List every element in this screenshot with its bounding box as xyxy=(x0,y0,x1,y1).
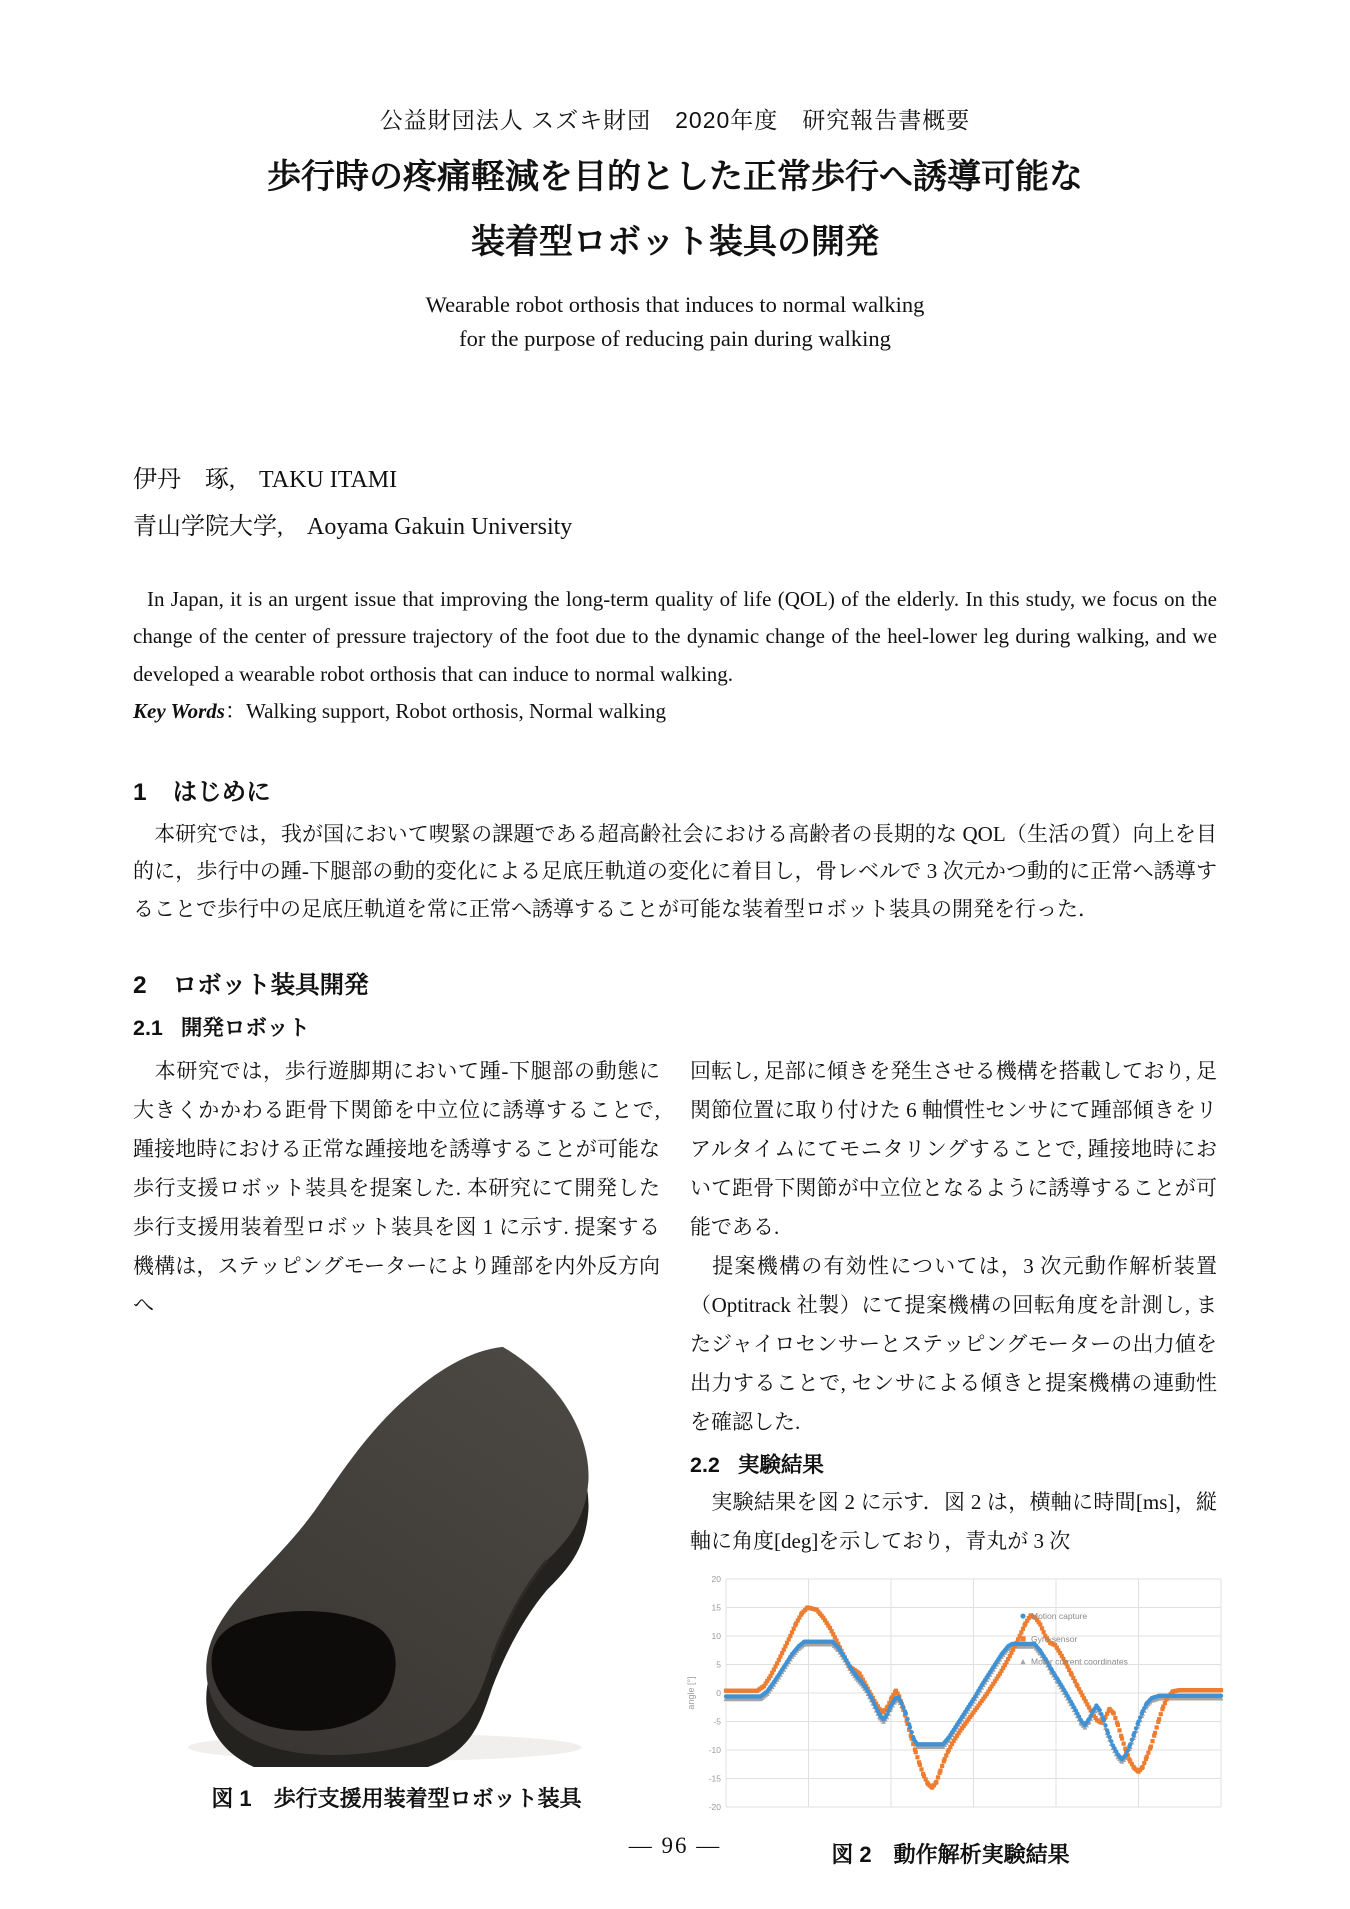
right-column-paragraph-3: 実験結果を図 2 に示す．図 2 は，横軸に時間[ms]，縦軸に角度[deg]を示しており，青丸が 3 次 xyxy=(690,1490,1217,1554)
section1-heading xyxy=(133,773,1217,808)
section2-2-title: 実験結果 xyxy=(737,1453,824,1478)
two-column-area xyxy=(133,1052,1217,1869)
motion-analysis-chart xyxy=(684,1571,1229,1823)
left-column-paragraph: 本研究では，歩行遊脚期において踵-下腿部の動態に大きくかかわる距骨下関節を中立位に誘導することで, 踵接地時における正常な踵接地を誘導することが可能な歩行支援ロボット装具を提案した. 本研究にて開発した歩行支援用装着型ロボット装具を図 1 に示す. 提案する機構は，ステッピングモーターにより踵部を内外反方向へ xyxy=(133,1059,660,1318)
paper-title-line1: 歩行時の疼痛軽減を目的とした正常歩行へ誘導可能な xyxy=(267,158,1083,196)
paper-title-english-line1: Wearable robot orthosis that induces to normal walking xyxy=(425,291,925,317)
paper-title-english xyxy=(133,288,1217,358)
paper-title-english-line2: for the purpose of reducing pain during walking xyxy=(459,326,891,352)
svg-text:20: 20 xyxy=(711,1574,721,1585)
orthosis-photo xyxy=(147,1339,647,1767)
svg-text:Motion capture: Motion capture xyxy=(1031,1611,1088,1622)
author-name: 伊丹 琢, TAKU ITAMI xyxy=(133,467,398,494)
svg-text:0: 0 xyxy=(716,1688,721,1699)
abstract xyxy=(133,581,1217,694)
keywords-text: Walking support, Robot orthosis, Normal walking xyxy=(245,699,667,724)
figure1-caption xyxy=(133,1782,660,1813)
svg-text:10: 10 xyxy=(711,1631,721,1642)
keywords-line xyxy=(133,693,1217,731)
figure2-number: 図 2 xyxy=(831,1842,872,1868)
svg-text:Gyro sensor: Gyro sensor xyxy=(1031,1634,1078,1645)
section2-heading xyxy=(133,966,1217,1001)
page-content xyxy=(133,0,1217,1869)
section1-number: 1 xyxy=(133,778,147,806)
keywords-separator: ： xyxy=(224,699,246,724)
figure1-number: 図 1 xyxy=(211,1786,252,1812)
section1-body: 本研究では，我が国において喫緊の課題である超高齢社会における高齢者の長期的な QOL（生活の質）向上を目的に，歩行中の踵-下腿部の動的変化による足底圧軌道の変化に着目し，骨レベルで 3 次元かつ動的に正常へ誘導することで歩行中の足底圧軌道を常に正常へ誘導することが可能な装着型ロボット装具の開発を行った． xyxy=(133,821,1217,921)
section2-1-heading xyxy=(133,1011,1217,1042)
paper-title xyxy=(133,145,1217,276)
svg-text:angle [°]: angle [°] xyxy=(686,1676,696,1710)
section1-title: はじめに xyxy=(172,778,271,806)
section2-title: ロボット装具開発 xyxy=(172,972,369,1000)
section2-number: 2 xyxy=(133,972,147,1000)
svg-text:-5: -5 xyxy=(713,1716,721,1727)
page-number: ― 96 ― xyxy=(628,1833,722,1858)
right-column-paragraph-1: 回転し, 足部に傾きを発生させる機構を搭載しており, 足関節位置に取り付けた 6 軸慣性センサにて踵部傾きをリアルタイムにてモニタリングすることで, 踵接地時において距骨下関節が中立位となるように誘導することが可能である. xyxy=(690,1059,1217,1240)
document-header: 公益財団法人 スズキ財団 2020年度 研究報告書概要 xyxy=(379,107,971,133)
abstract-text: In Japan, it is an urgent issue that improving the long-term quality of life (QOL) of the elderly. In this study, we focus on the change of the center of pressure trajectory of the foot due to the dynamic change of the heel-lower leg during walking, and we developed a wearable robot orthosis that can induce to normal walking. xyxy=(133,586,1217,686)
figure1 xyxy=(133,1339,660,1813)
figure2-caption-text: 動作解析実験結果 xyxy=(893,1842,1070,1868)
author-block xyxy=(133,457,1217,551)
keywords-label: Key Words xyxy=(133,699,225,724)
svg-text:Motor current coordinates: Motor current coordinates xyxy=(1031,1657,1128,1668)
left-column xyxy=(133,1052,660,1869)
figure1-caption-text: 歩行支援用装着型ロボット装具 xyxy=(273,1786,582,1812)
paper-title-line2: 装着型ロボット装具の開発 xyxy=(471,223,879,262)
section2-1-number: 2.1 xyxy=(133,1016,163,1041)
section2-2-number: 2.2 xyxy=(690,1453,720,1478)
svg-text:5: 5 xyxy=(716,1659,721,1670)
section2-1-title: 開発ロボット xyxy=(180,1016,310,1041)
section2-2-heading xyxy=(690,1448,1217,1479)
svg-text:-20: -20 xyxy=(708,1802,721,1813)
svg-text:15: 15 xyxy=(711,1602,721,1613)
right-column xyxy=(686,1052,1217,1869)
figure2 xyxy=(684,1571,1217,1869)
right-column-paragraph-2: 提案機構の有効性については，3 次元動作解析装置（Optitrack 社製）にて提案機構の回転角度を計測し, またジャイロセンサーとステッピングモーターの出力値を出力することで, センサによる傾きと提案機構の連動性を確認した. xyxy=(690,1254,1217,1435)
svg-text:-10: -10 xyxy=(708,1745,721,1756)
svg-text:-15: -15 xyxy=(708,1773,721,1784)
author-affiliation: 青山学院大学, Aoyama Gakuin University xyxy=(133,514,573,541)
